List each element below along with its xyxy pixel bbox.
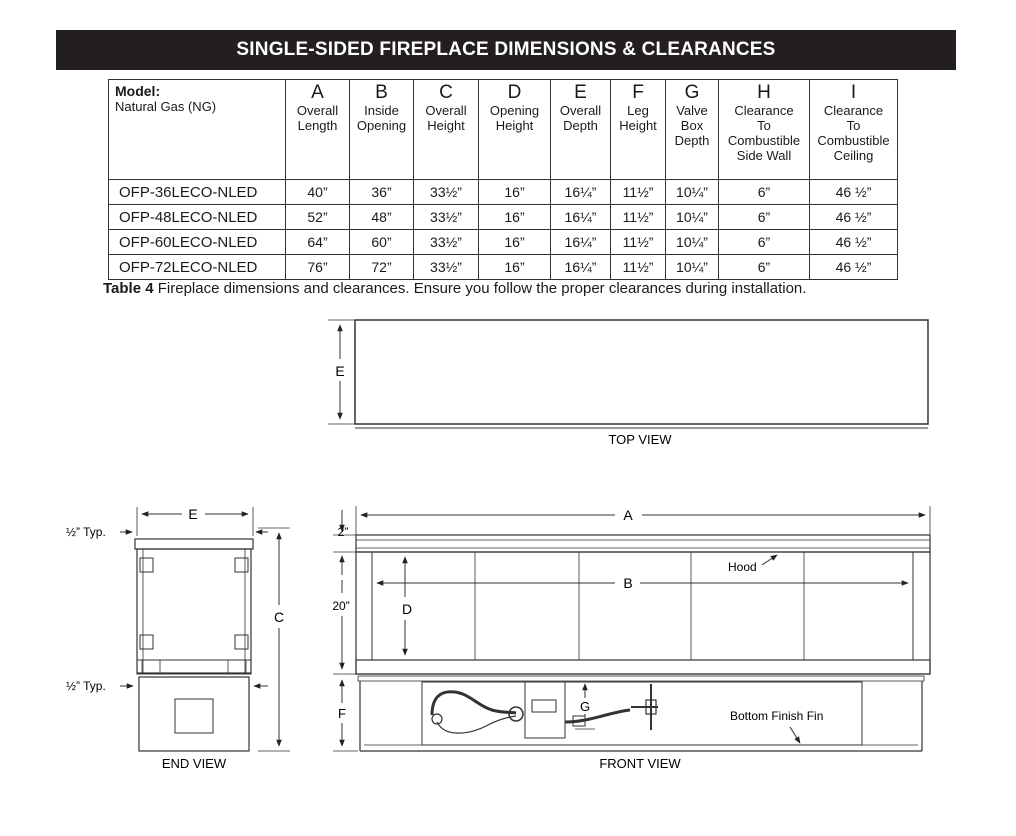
column-header-line: Overall xyxy=(425,103,467,118)
end-view-label: END VIEW xyxy=(161,756,227,771)
column-header-line: Height xyxy=(619,118,657,133)
value-cell: 11½” xyxy=(611,255,666,280)
column-letter: F xyxy=(632,82,644,103)
value-cell: 16¼” xyxy=(551,230,611,255)
top-view-dim-e: E xyxy=(335,363,345,379)
value-cell: 16” xyxy=(479,205,551,230)
value-cell: 10¼” xyxy=(666,180,719,205)
column-header-line: To xyxy=(846,118,861,133)
top-view-label: TOP VIEW xyxy=(608,432,672,447)
column-header-line: Clearance xyxy=(734,103,794,118)
end-view-dim-c: C xyxy=(273,609,285,625)
value-cell: 33½” xyxy=(414,230,479,255)
end-view-drawing xyxy=(120,507,290,751)
value-cell: 60” xyxy=(350,230,414,255)
end-view-typ-top: ½” Typ. xyxy=(66,525,106,539)
value-cell: 33½” xyxy=(414,255,479,280)
end-view-typ-bottom: ½” Typ. xyxy=(66,679,106,693)
column-header-line: Depth xyxy=(674,133,710,148)
value-cell: 16¼” xyxy=(551,255,611,280)
value-cell: 16” xyxy=(479,230,551,255)
column-header-line: Overall xyxy=(559,103,602,118)
value-cell: 6” xyxy=(719,180,810,205)
column-letter: D xyxy=(507,82,522,103)
caption-label: Table 4 xyxy=(103,280,154,297)
bottom-finish-fin-label: Bottom Finish Fin xyxy=(730,709,824,723)
column-letter: A xyxy=(311,82,324,103)
banner-title: SINGLE-SIDED FIREPLACE DIMENSIONS & CLEARANCES xyxy=(236,39,776,60)
column-letter: G xyxy=(684,82,700,103)
value-cell: 6” xyxy=(719,230,810,255)
model-header-title: Model: xyxy=(115,83,161,99)
front-view-dim-g: G xyxy=(579,699,591,714)
column-header-line: Side Wall xyxy=(736,148,792,163)
value-cell: 16¼” xyxy=(551,180,611,205)
model-cell: OFP-36LECO-NLED xyxy=(109,180,286,205)
column-header-line: Leg xyxy=(627,103,649,118)
end-view-dim-e: E xyxy=(188,506,198,522)
model-cell: OFP-72LECO-NLED xyxy=(109,255,286,280)
front-view-dim-d: D xyxy=(401,601,413,617)
front-view-label: FRONT VIEW xyxy=(599,756,681,771)
model-cell: OFP-60LECO-NLED xyxy=(109,230,286,255)
value-cell: 76” xyxy=(286,255,350,280)
value-cell: 10¼” xyxy=(666,255,719,280)
value-cell: 46 ½” xyxy=(810,180,898,205)
value-cell: 11½” xyxy=(611,205,666,230)
value-cell: 40” xyxy=(286,180,350,205)
column-header-line: Ceiling xyxy=(833,148,874,163)
value-cell: 33½” xyxy=(414,205,479,230)
value-cell: 64” xyxy=(286,230,350,255)
front-view-dim-20in: 20” xyxy=(332,599,350,613)
value-cell: 16” xyxy=(479,180,551,205)
value-cell: 52” xyxy=(286,205,350,230)
value-cell: 10¼” xyxy=(666,230,719,255)
value-cell: 6” xyxy=(719,255,810,280)
column-letter: H xyxy=(757,82,771,103)
front-view-dim-2in: 2” xyxy=(337,525,349,539)
column-header-line: Length xyxy=(297,118,338,133)
value-cell: 16” xyxy=(479,255,551,280)
value-cell: 33½” xyxy=(414,180,479,205)
value-cell: 46 ½” xyxy=(810,255,898,280)
column-header-line: To xyxy=(757,118,771,133)
front-view-dim-a: A xyxy=(623,507,633,523)
column-letter: C xyxy=(439,82,453,103)
hood-label: Hood xyxy=(728,560,757,574)
value-cell: 11½” xyxy=(611,180,666,205)
column-header-line: Overall xyxy=(296,103,339,118)
front-view-drawing xyxy=(333,506,930,751)
top-view-drawing xyxy=(328,320,928,428)
column-header-line: Height xyxy=(427,118,465,133)
value-cell: 10¼” xyxy=(666,205,719,230)
value-cell: 46 ½” xyxy=(810,205,898,230)
column-header-line: Inside xyxy=(364,103,399,118)
column-header-line: Combustible xyxy=(727,133,801,148)
column-header-line: Opening xyxy=(489,103,540,118)
value-cell: 72” xyxy=(350,255,414,280)
column-header-line: Box xyxy=(680,118,704,133)
value-cell: 6” xyxy=(719,205,810,230)
column-letter: E xyxy=(574,82,587,103)
column-letter: I xyxy=(850,82,857,103)
column-header-line: Height xyxy=(495,118,534,133)
column-header-line: Depth xyxy=(563,118,598,133)
value-cell: 46 ½” xyxy=(810,230,898,255)
column-header-line: Combustible xyxy=(817,133,890,148)
value-cell: 11½” xyxy=(611,230,666,255)
caption-text: Fireplace dimensions and clearances. Ensure you follow the proper clearances during installation. xyxy=(157,280,807,297)
column-header-line: Opening xyxy=(356,118,407,133)
column-header-line: Valve xyxy=(676,103,708,118)
value-cell: 16¼” xyxy=(551,205,611,230)
column-header-line: Clearance xyxy=(823,103,884,118)
model-header-subtitle: Natural Gas (NG) xyxy=(115,99,217,114)
front-view-dim-f: F xyxy=(338,706,346,721)
column-letter: B xyxy=(375,82,388,103)
front-view-dim-b: B xyxy=(623,575,633,591)
value-cell: 36” xyxy=(350,180,414,205)
model-cell: OFP-48LECO-NLED xyxy=(109,205,286,230)
value-cell: 48” xyxy=(350,205,414,230)
